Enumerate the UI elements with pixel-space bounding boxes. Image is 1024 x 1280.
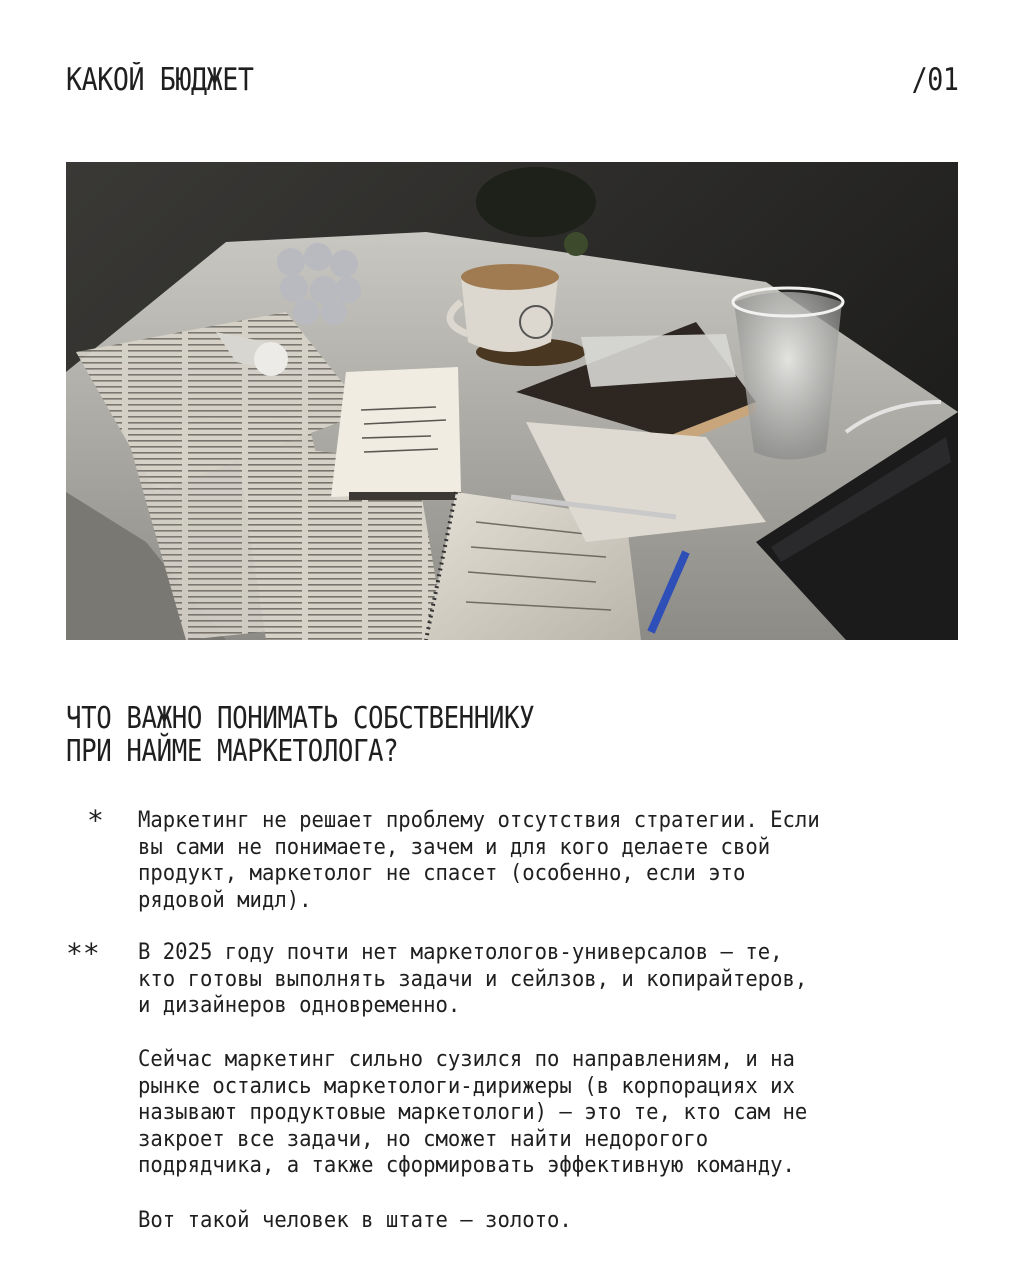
text-line: вы сами не понимаете, зачем и для кого делаете свой [138,833,771,860]
desk-photo [66,162,958,640]
text-line: называют продуктовые маркетологи) — это те, кто сам не [138,1099,808,1125]
text-line: подрядчика, а также сформировать эффективную команду. [138,1152,795,1178]
section-heading-line: ЧТО ВАЖНО ПОНИМАТЬ СОБСТВЕННИКУ [66,701,535,736]
paragraph-item-1 [138,807,897,913]
text-line: В 2025 году почти нет маркетологов-универсалов — те, [138,939,783,965]
section-heading [66,702,840,768]
text-line: рядовой мидл). [138,886,312,913]
page-title: КАКОЙ БЮДЖЕТ [66,62,254,98]
text-line: Вот такой человек в штате — золото. [138,1207,572,1233]
page-number: /01 [911,62,958,98]
text-line: рынке остались маркетологи-дирижеры (в корпорациях их [138,1072,795,1099]
text-line: Маркетинг не решает проблему отсутствия стратегии. Если [138,807,820,833]
text-line: продукт, маркетолог не спасет (особенно, если это [138,860,746,886]
text-line: Сейчас маркетинг сильно сузился по направлениям, и на [138,1046,795,1072]
paragraph-continuation [138,1046,897,1179]
section-heading-line: ПРИ НАЙМЕ МАРКЕТОЛОГА? [66,734,399,769]
text-line: и дизайнеров одновременно. [138,992,461,1018]
text-line: кто готовы выполнять задачи и сейлзов, и копирайтеров, [138,965,808,992]
text-line: закроет все задачи, но сможет найти недорогого [138,1125,709,1152]
bullet-marker-double: ** [66,937,100,970]
paragraph-item-2 [138,939,897,1019]
bullet-marker-single: * [87,804,104,837]
paragraph-conclusion [138,1207,897,1234]
